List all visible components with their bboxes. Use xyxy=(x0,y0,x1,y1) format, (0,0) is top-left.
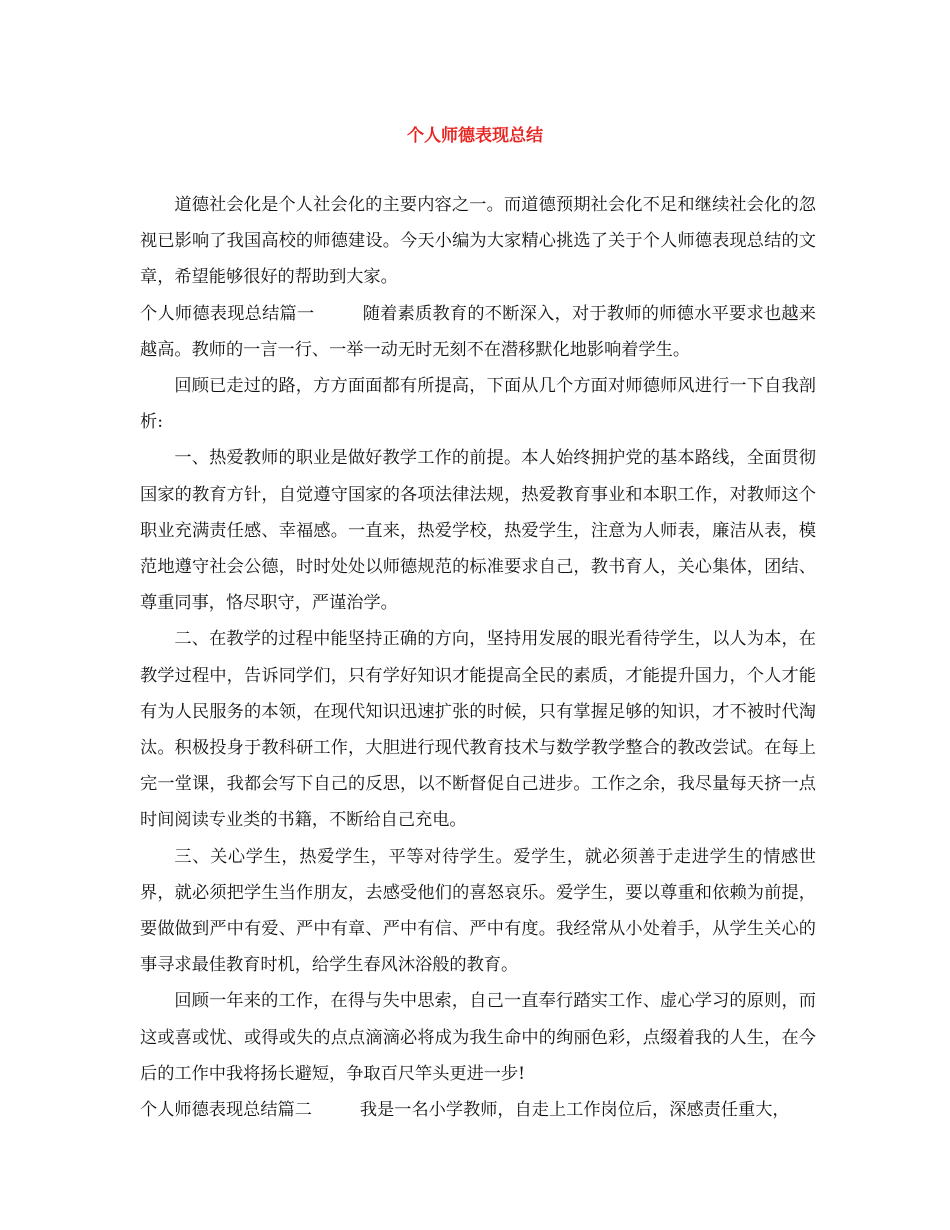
body-paragraph: 一、热爱教师的职业是做好教学工作的前提。本人始终拥护党的基本路线，全面贯彻国家的教育方针，自觉遵守国家的各项法律法规，热爱教育事业和本职工作，对教师这个职业充满责任感、幸福感。一直来，热爱学校，热爱学生，注意为人师表，廉洁从表，模范地遵守社会公德，时时处处以师德规范的标准要求自己，教书育人，关心集体，团结、尊重同事，恪尽职守，严谨治学。 xyxy=(140,448,816,614)
body-paragraph: 二、在教学的过程中能坚持正确的方向，坚持用发展的眼光看待学生，以人为本，在教学过程中，告诉同学们，只有学好知识才能提高全民的素质，才能提升国力，个人才能有为人民服务的本领，在现代知识迅速扩张的时候，只有掌握足够的知识，才不被时代淘汰。积极投身于教科研工作，大胆进行现代教育技术与数学教学整合的教改尝试。在每上完一堂课，我都会写下自己的反思，以不断督促自己进步。工作之余，我尽量每天挤一点时间阅读专业类的书籍，不断给自己充电。 xyxy=(140,629,816,831)
section-2-heading: 个人师德表现总结篇二 xyxy=(140,1100,312,1121)
section-1-lead-paragraph xyxy=(140,296,816,368)
body-paragraph: 三、关心学生，热爱学生，平等对待学生。爱学生，就必须善于走进学生的情感世界，就必须把学生当作朋友，去感受他们的喜怒哀乐。爱学生，要以尊重和依赖为前提，要做做到严中有爱、严中有章、严中有信、严中有度。我经常从小处着手，从学生关心的事寻求最佳教育时机，给学生春风沐浴般的教育。 xyxy=(140,846,816,976)
document-title: 个人师德表现总结 xyxy=(407,126,543,146)
document-body xyxy=(140,187,816,1128)
section-1-heading: 个人师德表现总结篇一 xyxy=(140,303,315,324)
intro-paragraph: 道德社会化是个人社会化的主要内容之一。而道德预期社会化不足和继续社会化的忽视已影响了我国高校的师德建设。今天小编为大家精心挑选了关于个人师德表现总结的文章，希望能够很好的帮助到大家。 xyxy=(140,195,816,288)
section-2-lead-paragraph xyxy=(140,1092,816,1128)
body-paragraph: 回顾已走过的路，方方面面都有所提高，下面从几个方面对师德师风进行一下自我剖析: xyxy=(140,376,816,433)
body-paragraph: 回顾一年来的工作，在得与失中思索，自己一直奉行踏实工作、虚心学习的原则，而这或喜或忧、或得或失的点点滴滴必将成为我生命中的绚丽色彩，点缀着我的人生，在今后的工作中我将扬长避短，争取百尺竿头更进一步! xyxy=(140,991,816,1084)
section-2-lead-text: 我是一名小学教师，自走上工作岗位后，深感责任重大， xyxy=(359,1100,790,1121)
section-1-lead-text: 随着素质教育的不断深入，对于教师的师德水平要求也越来越高。教师的一言一行、一举一动无时无刻不在潜移默化地影响着学生。 xyxy=(140,303,816,360)
